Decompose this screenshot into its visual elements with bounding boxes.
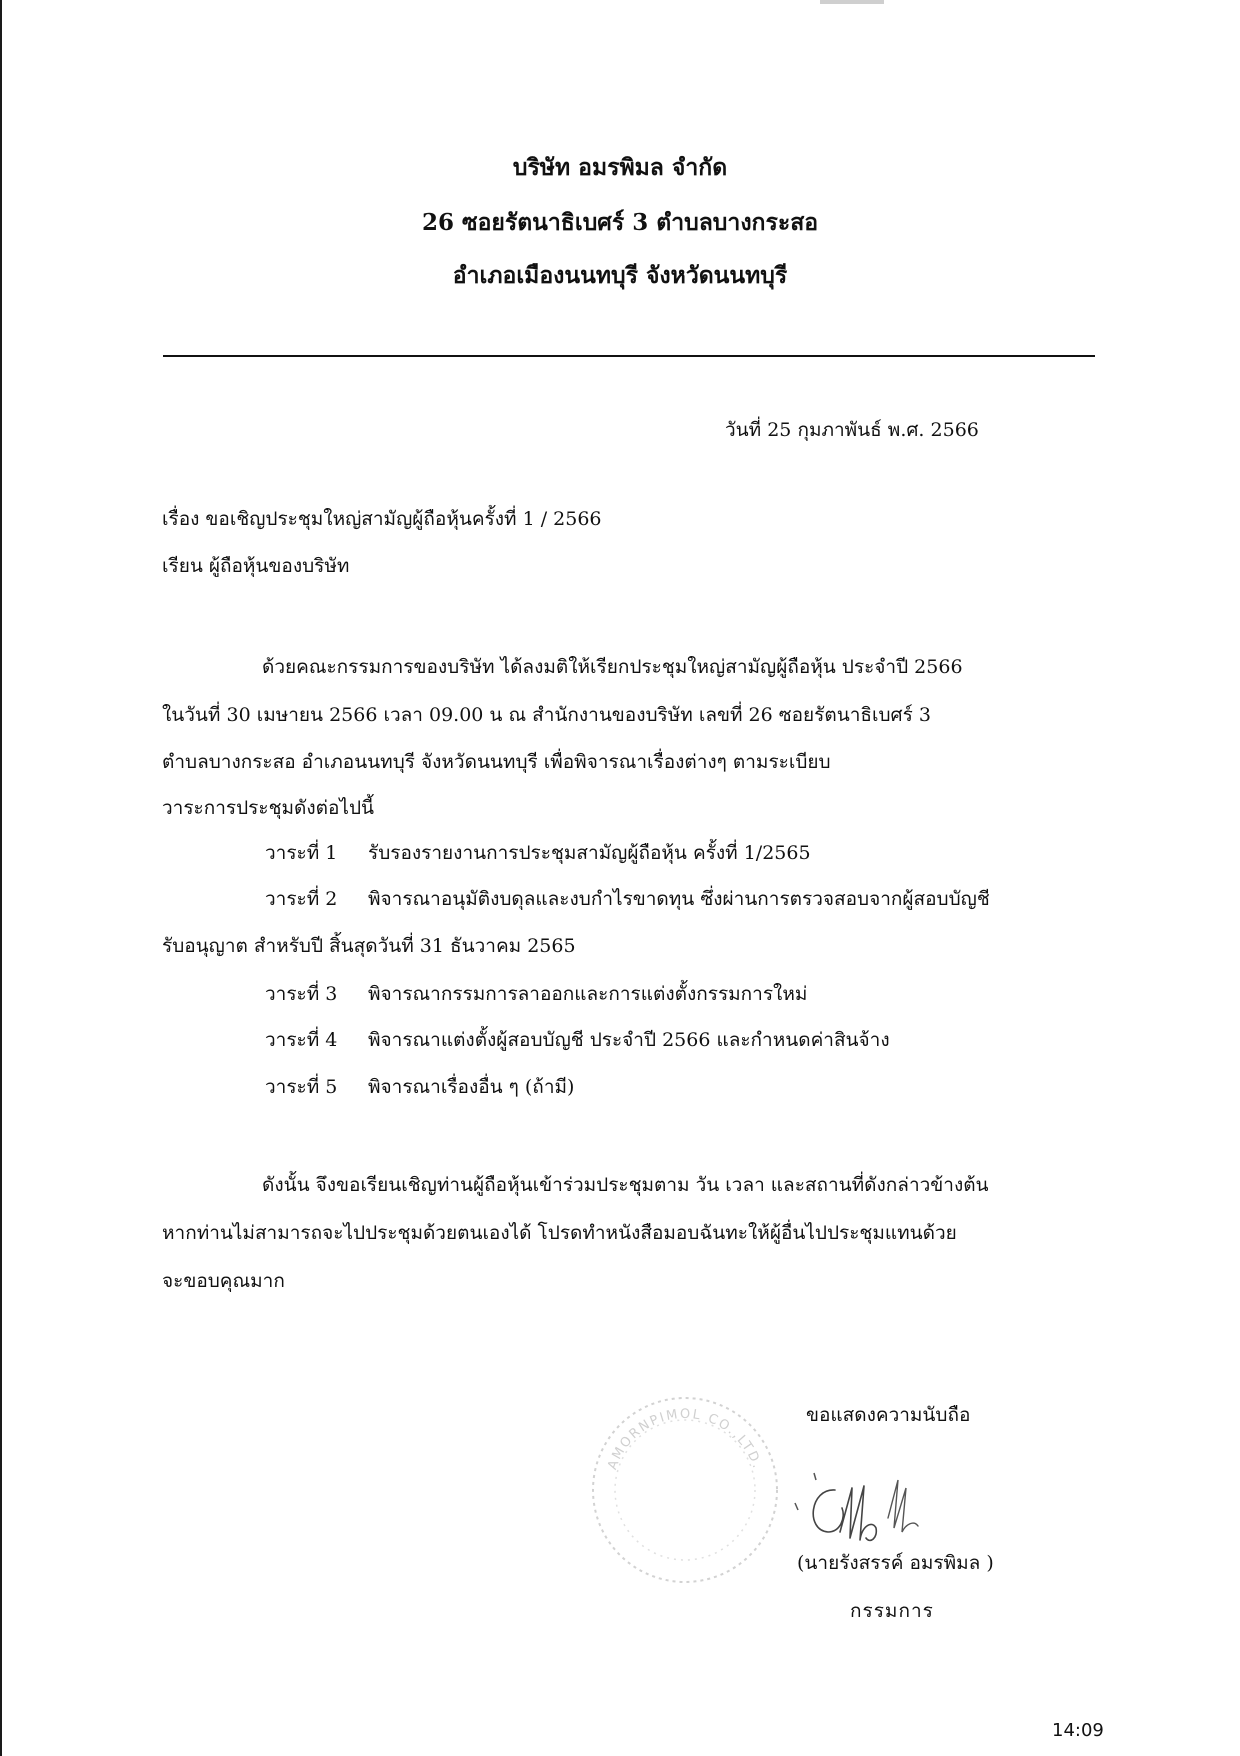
agenda-text: พิจารณาแต่งตั้งผู้สอบบัญชี ประจำปี 2566 และกำหนดค่าสินจ้าง xyxy=(368,1029,890,1051)
agenda-text: พิจารณาเรื่องอื่น ๆ (ถ้ามี) xyxy=(368,1076,575,1098)
agenda-number: วาระที่ 5 xyxy=(265,1076,338,1098)
closing-line: ดังนั้น จึงขอเรียนเชิญท่านผู้ถือหุ้นเข้าร่วมประชุมตาม วัน เวลา และสถานที่ดังกล่าวข้างต้น xyxy=(262,1174,989,1196)
company-address-line-2: อำเภอเมืองนนทบุรี จังหวัดนนทบุรี xyxy=(452,262,788,289)
signatory-position: กรรมการ xyxy=(850,1600,934,1622)
agenda-number: วาระที่ 2 xyxy=(265,888,338,910)
agenda-text: พิจารณาอนุมัติงบดุลและงบกำไรขาดทุน ซึ่งผ่านการตรวจสอบจากผู้สอบบัญชี xyxy=(368,888,990,910)
handwritten-signature-icon xyxy=(780,1468,930,1548)
regards-line: ขอแสดงความนับถือ xyxy=(806,1404,971,1426)
page-time-stamp: 14:09 xyxy=(1052,1720,1104,1741)
letter-subject: เรื่อง ขอเชิญประชุมใหญ่สามัญผู้ถือหุ้นครั้งที่ 1 / 2566 xyxy=(162,508,602,530)
agenda-number: วาระที่ 3 xyxy=(265,983,338,1005)
agenda-number: วาระที่ 4 xyxy=(265,1029,338,1051)
company-name: บริษัท อมรพิมล จำกัด xyxy=(512,154,728,181)
svg-text:AMORNPIMOL CO.,LTD.: AMORNPIMOL CO.,LTD. xyxy=(605,1406,765,1472)
body-line: ด้วยคณะกรรมการของบริษัท ได้ลงมติให้เรียกประชุมใหญ่สามัญผู้ถือหุ้น ประจำปี 2566 xyxy=(262,656,963,678)
company-seal-icon xyxy=(583,1388,788,1593)
closing-line: จะขอบคุณมาก xyxy=(162,1270,285,1292)
signatory-name: (นายรังสรรค์ อมรพิมล ) xyxy=(797,1552,994,1574)
agenda-number: วาระที่ 1 xyxy=(265,842,338,864)
scan-top-mark xyxy=(820,0,884,4)
agenda-text-continued: รับอนุญาต สำหรับปี สิ้นสุดวันที่ 31 ธันวาคม 2565 xyxy=(162,935,576,957)
body-line: วาระการประชุมดังต่อไปนี้ xyxy=(162,797,374,819)
agenda-text: รับรองรายงานการประชุมสามัญผู้ถือหุ้น ครั้งที่ 1/2565 xyxy=(368,842,811,864)
letterhead-divider xyxy=(163,355,1095,357)
letter-date: วันที่ 25 กุมภาพันธ์ พ.ศ. 2566 xyxy=(725,419,979,441)
company-address-line-1: 26 ซอยรัตนาธิเบศร์ 3 ตำบลบางกระสอ xyxy=(421,209,819,236)
letter-recipient: เรียน ผู้ถือหุ้นของบริษัท xyxy=(162,555,350,577)
body-line: ในวันที่ 30 เมษายน 2566 เวลา 09.00 น ณ สำนักงานของบริษัท เลขที่ 26 ซอยรัตนาธิเบศร์ 3 xyxy=(162,704,931,726)
body-line: ตำบลบางกระสอ อำเภอนนทบุรี จังหวัดนนทบุรี เพื่อพิจารณาเรื่องต่างๆ ตามระเบียบ xyxy=(162,751,831,773)
agenda-text: พิจารณากรรมการลาออกและการแต่งตั้งกรรมการใหม่ xyxy=(368,983,808,1005)
closing-line: หากท่านไม่สามารถจะไปประชุมด้วยตนเองได้ โปรดทำหนังสือมอบฉันทะให้ผู้อื่นไปประชุมแทนด้วย xyxy=(162,1222,957,1244)
